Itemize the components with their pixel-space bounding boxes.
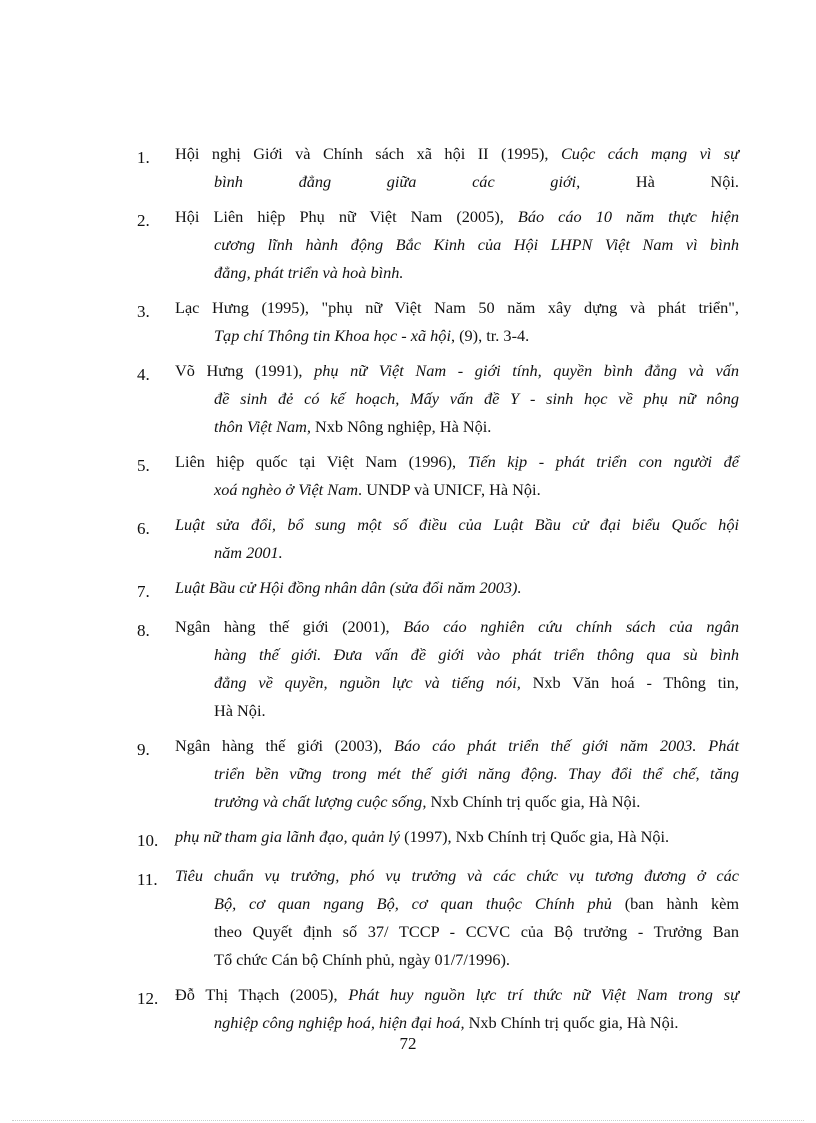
reference-item — [137, 357, 739, 441]
reference-title-text: Tạp chí Thông tin Khoa học - xã hội — [214, 326, 451, 345]
reference-title-text: triển bền vững trong mét thế giới năng động. Thay đổi thể chế, tăng — [214, 764, 739, 783]
reference-number: 9. — [137, 740, 150, 759]
reference-title-text: Cuộc cách mạng vì sự — [560, 144, 740, 163]
reference-item — [137, 203, 739, 287]
reference-line — [175, 511, 739, 539]
reference-title-text: thôn Việt Nam, — [214, 417, 315, 436]
reference-line — [175, 168, 739, 196]
reference-title-text: đẳng, phát triển và hoà bình. — [214, 263, 404, 282]
reference-line — [175, 231, 739, 259]
reference-plain-text: Hội Liên hiệp Phụ nữ Việt Nam (2005), — [175, 207, 518, 226]
reference-line — [175, 946, 739, 974]
reference-line — [175, 669, 739, 697]
reference-title-text: Tiến kịp - phát triển con người để — [467, 452, 739, 471]
reference-item — [137, 574, 739, 606]
reference-plain-text: (1997), Nxb Chính trị Quốc gia, Hà Nội. — [404, 827, 670, 846]
reference-title-text: bình đẳng giữa các giới, — [214, 172, 636, 191]
reference-title-text: Bộ, cơ quan ngang Bộ, cơ quan thuộc Chính phủ — [214, 894, 625, 913]
reference-plain-text: Nxb Văn hoá - Thông tin, — [532, 673, 740, 692]
reference-line — [175, 732, 739, 760]
reference-line — [175, 1009, 739, 1037]
reference-plain-text: . UNDP và UNICF, Hà Nội. — [358, 480, 541, 499]
reference-number: 1. — [137, 148, 150, 167]
reference-title-text: Báo cáo 10 năm thực hiện — [517, 207, 739, 226]
reference-title-text: Báo cáo phát triển thế giới năm 2003. Phát — [394, 736, 739, 755]
reference-plain-text: theo Quyết định số 37/ TCCP - CCVC của Bộ trưởng - Trưởng Ban — [214, 922, 739, 941]
reference-plain-text: Nxb Chính trị quốc gia, Hà Nội. — [468, 1013, 679, 1032]
reference-item — [137, 294, 739, 350]
reference-text — [175, 732, 739, 816]
reference-line — [175, 760, 739, 788]
reference-text — [175, 294, 739, 350]
reference-line — [175, 697, 739, 725]
reference-title-text: đẳng về quyền, nguồn lực và tiếng nói, — [214, 673, 533, 692]
reference-number: 5. — [137, 456, 150, 475]
reference-plain-text: (ban hành kèm — [624, 894, 739, 913]
reference-item — [137, 511, 739, 567]
reference-line — [175, 862, 739, 890]
reference-title-text: trưởng và chất lượng cuộc sống, — [214, 792, 431, 811]
reference-text — [175, 140, 739, 196]
reference-line — [175, 641, 739, 669]
reference-plain-text: Hà Nội. — [635, 172, 739, 191]
reference-item — [137, 140, 739, 196]
reference-line — [175, 357, 739, 385]
reference-text — [175, 357, 739, 441]
reference-plain-text: Ngân hàng thế giới (2003), — [175, 736, 395, 755]
reference-line — [175, 574, 739, 602]
reference-item — [137, 823, 739, 855]
reference-title-text: Luật Bầu cử Hội đồng nhân dân (sửa đổi năm 2003). — [175, 578, 522, 597]
reference-text — [175, 511, 739, 567]
reference-item — [137, 862, 739, 974]
reference-line — [175, 294, 739, 322]
reference-text — [175, 613, 739, 725]
reference-line — [175, 413, 739, 441]
reference-plain-text: Võ Hưng (1991), — [175, 361, 315, 380]
reference-line — [175, 140, 739, 168]
reference-plain-text: Ngân hàng thế giới (2001), — [175, 617, 404, 636]
reference-line — [175, 890, 739, 918]
reference-plain-text: Hà Nội. — [214, 701, 266, 720]
reference-plain-text: Hội nghị Giới và Chính sách xã hội II (1995), — [175, 144, 561, 163]
reference-title-text: phụ nữ tham gia lãnh đạo, quản lý — [175, 827, 405, 846]
reference-plain-text: Nxb Nông nghiệp, Hà Nội. — [315, 417, 492, 436]
reference-title-text: Tiêu chuẩn vụ trưởng, phó vụ trưởng và các chức vụ tương đương ở các — [175, 866, 739, 885]
reference-text — [175, 448, 739, 504]
reference-number: 2. — [137, 211, 150, 230]
reference-text — [175, 574, 739, 602]
reference-plain-text: Đỗ Thị Thạch (2005), — [175, 985, 349, 1004]
reference-list — [137, 140, 739, 1044]
reference-title-text: Luật sửa đổi, bổ sung một số điều của Luật Bầu cử đại biểu Quốc hội — [175, 515, 739, 534]
reference-line — [175, 448, 739, 476]
reference-line — [175, 981, 739, 1009]
reference-plain-text: Lạc Hưng (1995), "phụ nữ Việt Nam 50 năm xây dựng và phát triển", — [175, 298, 739, 317]
reference-line — [175, 476, 739, 504]
reference-line — [175, 823, 739, 851]
reference-number: 3. — [137, 302, 150, 321]
reference-item — [137, 448, 739, 504]
reference-title-text: phụ nữ Việt Nam - giới tính, quyền bình đẳng và vấn — [314, 361, 740, 380]
reference-number: 11. — [137, 870, 158, 889]
reference-line — [175, 613, 739, 641]
reference-number: 10. — [137, 831, 159, 850]
reference-text — [175, 203, 739, 287]
reference-title-text: Báo cáo nghiên cứu chính sách của ngân — [403, 617, 739, 636]
reference-title-text: hàng thế giới. Đưa vấn đề giới vào phát triển thông qua sù bình — [214, 645, 739, 664]
reference-number: 6. — [137, 519, 150, 538]
reference-title-text: cương lĩnh hành động Bắc Kinh của Hội LHPN Việt Nam vì bình — [214, 235, 739, 254]
reference-line — [175, 259, 739, 287]
reference-plain-text: Liên hiệp quốc tại Việt Nam (1996), — [175, 452, 468, 471]
reference-item — [137, 613, 739, 725]
reference-item — [137, 981, 739, 1037]
reference-plain-text: Nxb Chính trị quốc gia, Hà Nội. — [430, 792, 641, 811]
reference-item — [137, 732, 739, 816]
page-number: 72 — [399, 1034, 417, 1053]
reference-text — [175, 981, 739, 1037]
reference-text — [175, 862, 739, 974]
reference-text — [175, 823, 739, 851]
reference-title-text: xoá nghèo ở Việt Nam — [214, 480, 359, 499]
reference-plain-text: , (9), tr. 3-4. — [450, 326, 530, 345]
reference-number: 7. — [137, 582, 150, 601]
reference-line — [175, 203, 739, 231]
reference-title-text: Phát huy nguồn lực trí thức nữ Việt Nam trong sự — [348, 985, 739, 1004]
reference-title-text: nghiệp công nghiệp hoá, hiện đại hoá, — [214, 1013, 469, 1032]
reference-number: 4. — [137, 365, 150, 384]
reference-line — [175, 918, 739, 946]
reference-line — [175, 539, 739, 567]
reference-line — [175, 788, 739, 816]
reference-line — [175, 322, 739, 350]
page-bottom-divider — [12, 1120, 804, 1121]
reference-plain-text: Tổ chức Cán bộ Chính phủ, ngày 01/7/1996). — [214, 950, 510, 969]
reference-number: 12. — [137, 989, 159, 1008]
reference-line — [175, 385, 739, 413]
reference-number: 8. — [137, 621, 150, 640]
reference-title-text: đề sinh đẻ có kế hoạch, Mấy vấn đề Y - sinh học về phụ nữ nông — [214, 389, 739, 408]
reference-title-text: năm 2001. — [214, 543, 283, 562]
